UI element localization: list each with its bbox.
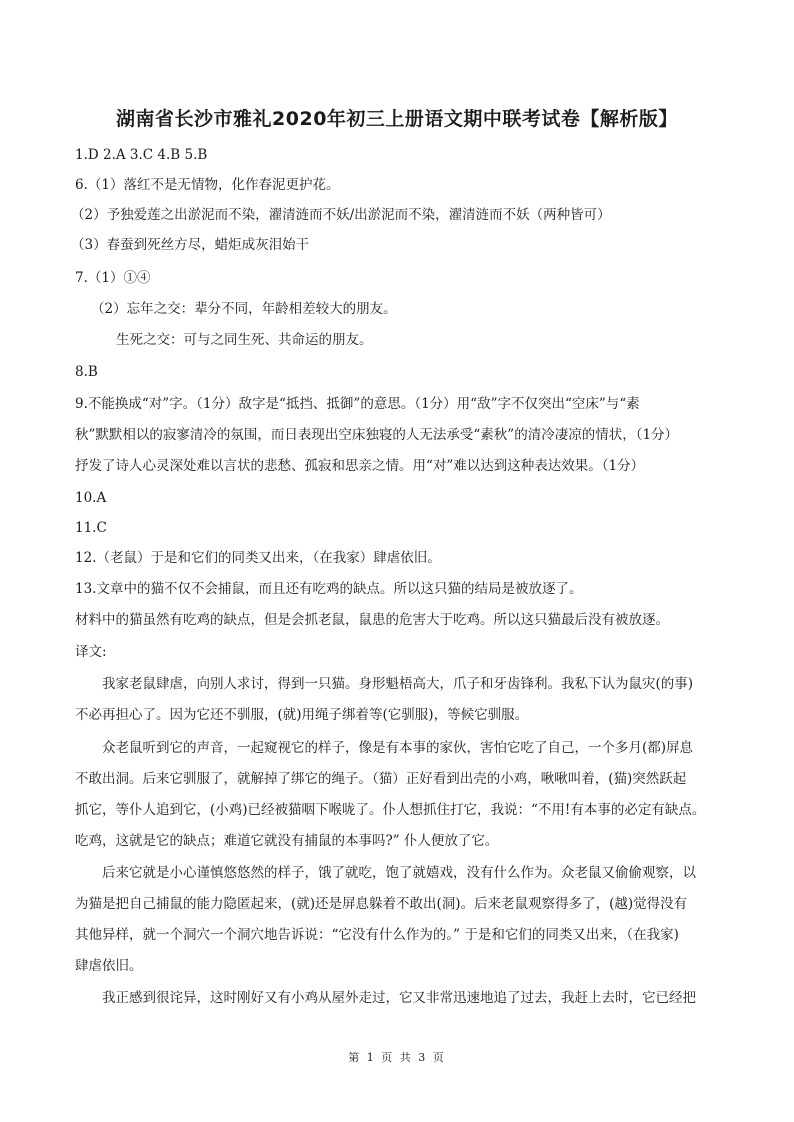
answer-12: 12.（老鼠）于是和它们的同类又出来，（在我家）肆虐依旧。: [75, 550, 441, 566]
translation-para-4-line-1: 我正感到很诧异，这时刚好又有小鸡从屋外走过，它又非常迅速地追了过去，我赶上去时，它已经把: [102, 990, 696, 1006]
translation-para-2-line-3: 抓它，等仆人追到它，(小鸡)已经被猫咽下喉咙了。仆人想抓住打它，我说：“不用!有本事的必定有缺点。: [75, 802, 706, 818]
translation-para-3-line-3: 其他异样，就一个洞穴一个洞穴地告诉说：“它没有什么作为的。” 于是和它们的同类又出来，（在我家): [75, 927, 679, 943]
translation-para-2-line-4: 吃鸡，这就是它的缺点；难道它就没有捕鼠的本事吗?” 仆人便放了它。: [75, 833, 499, 849]
translation-para-3-line-1: 后来它就是小心谨慎悠悠然的样子，饿了就吃，饱了就嬉戏，没有什么作为。众老鼠又偷偷观察，以: [102, 865, 696, 881]
answers-1-5: 1.D 2.A 3.C 4.B 5.B: [75, 147, 208, 163]
answer-6-3: （3）春蚕到死丝方尽，蜡炬成灰泪始干: [71, 237, 310, 253]
translation-para-2-line-1: 众老鼠听到它的声音，一起窥视它的样子，像是有本事的家伙，害怕它吃了自己，一个多月(都)屏息: [102, 740, 694, 756]
translation-heading: 译文:: [75, 644, 107, 660]
answer-9-line-3: 抒发了诗人心灵深处难以言状的悲愁、孤寂和思亲之情。用“对”难以达到这种表达效果。（1分）: [75, 458, 645, 474]
answer-8: 8.B: [75, 364, 98, 380]
answer-7-2: （2）忘年之交：辈分不同，年龄相差较大的朋友。: [91, 301, 397, 317]
answer-9-line-2: 秋”默默相以的寂寥清冷的氛围，而日表现出空床独寝的人无法承受“素秋”的清冷凄凉的情状，（1分）: [75, 427, 679, 443]
answer-11: 11.C: [75, 520, 107, 536]
answer-6-2: （2）予独爱莲之出淤泥而不染，濯清涟而不妖/出淤泥而不染，濯清涟而不妖（两种皆可）: [71, 207, 611, 223]
answer-7-2-b: 生死之交：可与之同生死、共命运的朋友。: [116, 332, 373, 348]
page-title: 湖南省长沙市雅礼2020年初三上册语文期中联考试卷【解析版】: [116, 108, 678, 130]
translation-para-1-line-2: 不必再担心了。因为它还不驯服，(就)用绳子绑着等(它驯服)，等候它驯服。: [75, 707, 529, 723]
translation-para-3-line-4: 肆虐依旧。: [75, 958, 143, 974]
translation-para-1-line-1: 我家老鼠肆虐，向别人求讨，得到一只猫。身形魁梧高大，爪子和牙齿锋利。我私下认为鼠灾(的事): [102, 676, 694, 692]
translation-para-2-line-2: 不敢出洞。后来它驯服了，就解掉了绑它的绳子。（猫）正好看到出壳的小鸡，啾啾叫着，(猫)突然跃起: [75, 771, 687, 787]
answer-13-line-1: 13.文章中的猫不仅不会捕鼠，而且还有吃鸡的缺点。所以这只猫的结局是被放逐了。: [75, 581, 583, 597]
answer-7-1: 7.（1）①④: [75, 270, 151, 286]
answer-13-line-2: 材料中的猫虽然有吃鸡的缺点，但是会抓老鼠，鼠患的危害大于吃鸡。所以这只猫最后没有被放逐。: [75, 612, 669, 628]
answer-9-line-1: 9.不能换成“对”字。（1分）敌字是“抵挡、抵御”的意思。（1分）用“敌”字不仅突出“空床”与“素: [75, 396, 640, 412]
translation-para-3-line-2: 为猫是把自己捕鼠的能力隐匿起来，(就)还是屏息躲着不敢出(洞)。后来老鼠观察得多了，(越)觉得没有: [75, 896, 688, 912]
answer-6-1: 6.（1）落红不是无情物，化作春泥更护花。: [75, 177, 340, 193]
answer-10: 10.A: [75, 490, 107, 506]
page-number-footer: 第 1 页 共 3 页: [348, 1051, 446, 1064]
